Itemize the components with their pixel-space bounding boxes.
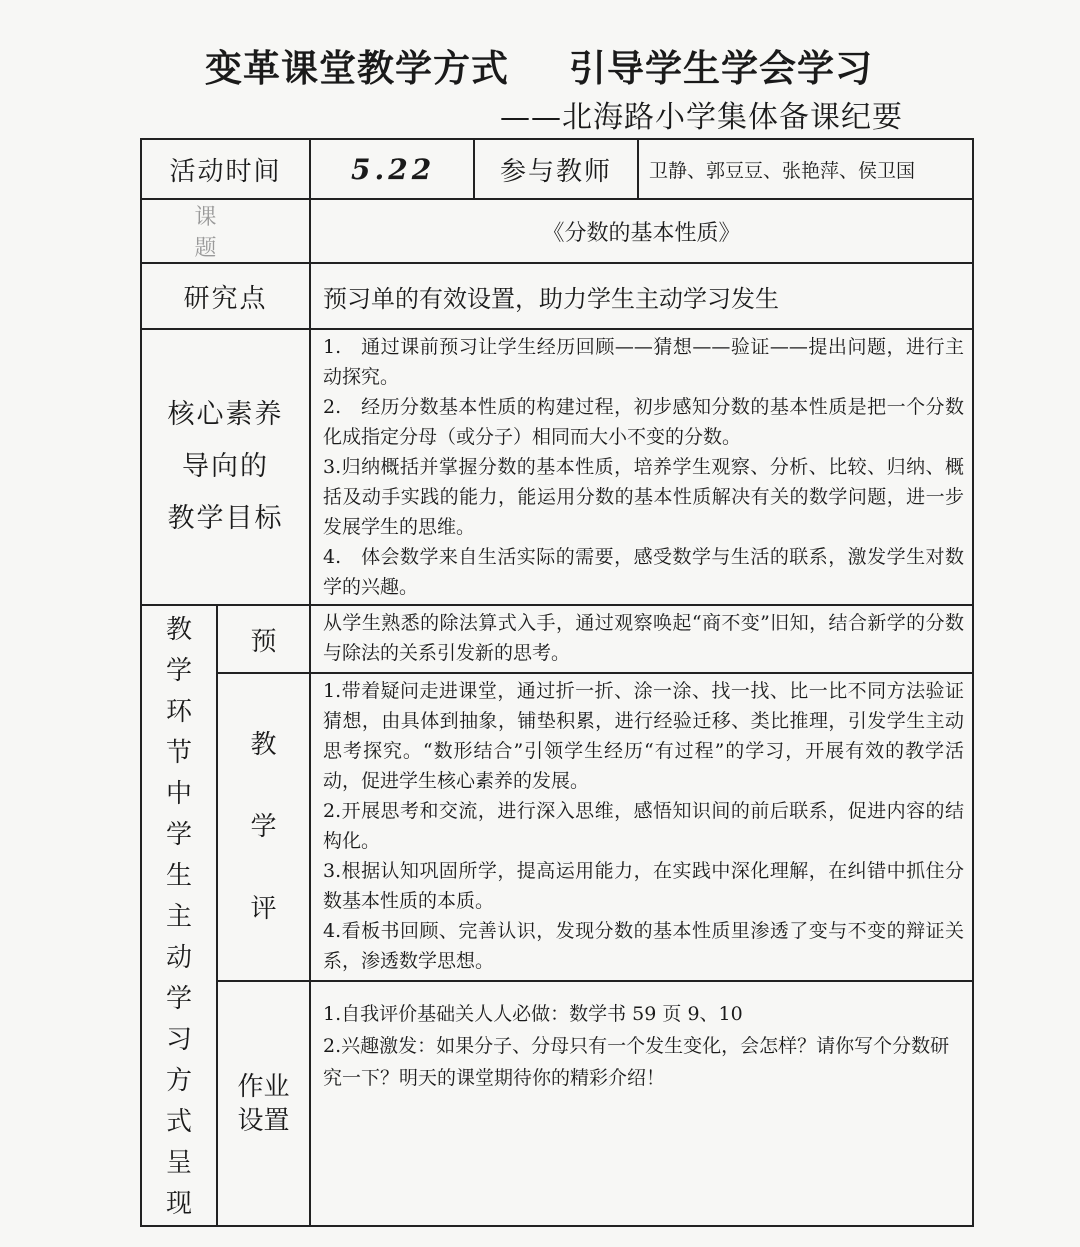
teach-label-char-1: 教 [250,730,277,761]
row-preview [141,605,973,673]
section-label-char: 式 [165,1107,192,1137]
topic-value: 《分数的基本性质》 [310,199,973,263]
document-subtitle: ——北海路小学集体备课纪要 [500,100,903,135]
research-value: 预习单的有效设置，助力学生主动学习发生 [310,263,973,329]
row-research [141,263,973,329]
section-label-char: 学 [165,820,192,850]
goals-label-line-3: 教学目标 [167,503,284,534]
row-teaching [141,673,973,980]
section-label-char: 呈 [165,1148,192,1178]
section-label-char: 方 [165,1066,192,1096]
homework-label-line-2: 设置 [237,1105,290,1136]
teachers-label: 参与教师 [474,139,638,199]
section-label-char: 生 [165,861,192,891]
section-label-char: 环 [165,697,192,727]
goal-item-2: 2. 经历分数基本性质的构建过程，初步感知分数的基本性质是把一个分数化成指定分母（或分子）相同而大小不变的分数。 [323,396,965,448]
section-label-char: 学 [165,656,192,686]
teach-text [310,673,973,980]
section-label-char: 学 [165,984,192,1014]
section-label-char: 现 [165,1189,192,1219]
teach-label-char-2: 学 [250,812,277,843]
document-title [205,38,873,92]
goal-item-4: 4. 体会数学来自生活实际的需要，感受数学与生活的联系，激发学生对数学的兴趣。 [323,546,965,598]
goals-label-line-2: 导向的 [182,451,269,482]
teach-label-char-3: 评 [250,894,277,925]
section-label-char: 习 [165,1025,192,1055]
row-homework [141,981,973,1226]
goals-text [310,329,973,605]
row-goals [141,329,973,605]
teachers-value: 卫静、郭豆豆、张艳萍、侯卫国 [638,139,973,199]
activity-time-label: 活动时间 [141,139,310,199]
section-label-char: 动 [165,943,192,973]
goals-label-line-1: 核心素养 [167,399,284,430]
homework-text [310,981,973,1226]
row-topic [141,199,973,263]
homework-label-line-1: 作业 [237,1071,290,1102]
preview-text: 从学生熟悉的除法算式入手，通过观察唤起“商不变”旧知，结合新学的分数与除法的关系引发新的思考。 [310,605,973,673]
teach-item-2: 2.开展思考和交流，进行深入思维，感悟知识间的前后联系，促进内容的结构化。 [323,800,965,853]
lesson-plan-table [140,138,974,1227]
goals-label [141,329,310,605]
preview-label: 预 [217,605,310,673]
section-label-char: 中 [165,779,192,809]
section-label [141,605,217,1226]
row-activity [141,139,973,199]
goal-item-3: 3.归纳概括并掌握分数的基本性质，培养学生观察、分析、比较、归纳、概括及动手实践的能力，能运用分数的基本性质解决有关的数学问题，进一步发展学生的思维。 [323,456,965,538]
title-right: 引导学生学会学习 [569,47,873,90]
activity-time-value: 5.22 [310,139,474,199]
homework-item-1: 1.自我评价基础关人人必做：数学书 59 页 9、10 [323,1002,743,1025]
section-label-char: 教 [165,615,192,645]
homework-item-2: 2.兴趣激发：如果分子、分母只有一个发生变化，会怎样？请你写个分数研究一下？明天的课堂期待你的精彩介绍！ [323,1034,950,1089]
homework-label [217,981,310,1226]
teach-item-4: 4.看板书回顾、完善认识，发现分数的基本性质里渗透了变与不变的辩证关系，渗透数学思想。 [323,920,965,973]
section-label-char: 主 [165,902,192,932]
research-label: 研究点 [141,263,310,329]
title-left: 变革课堂教学方式 [205,47,509,90]
teach-label [217,673,310,980]
teach-item-3: 3.根据认知巩固所学，提高运用能力，在实践中深化理解，在纠错中抓住分数基本性质的本质。 [323,860,965,913]
teach-item-1: 1.带着疑问走进课堂，通过折一折、涂一涂、找一找、比一比不同方法验证猜想，由具体到抽象，铺垫积累，进行经验迁移、类比推理，引发学生主动思考探究。“数形结合”引领学生经历“有过程”的学习，开展有效的教学活动，促进学生核心素养的发展。 [323,680,965,793]
goal-item-1: 1. 通过课前预习让学生经历回顾——猜想——验证——提出问题，进行主动探究。 [323,336,965,388]
section-label-char: 节 [165,738,192,768]
topic-label: 课 题 [141,199,310,263]
